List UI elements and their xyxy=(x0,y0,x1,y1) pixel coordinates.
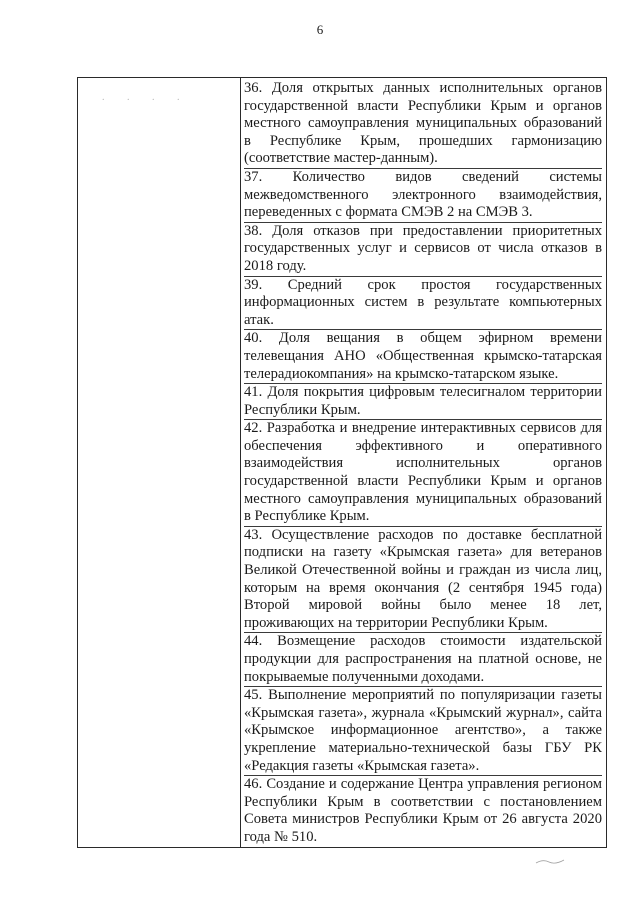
list-item-42: 42. Разработка и внедрение интерактивных сервисов для обеспечения эффективного и оперативного взаимодействия исполнительных органов государственной власти Республики Крым и органов местного самоуправления муниципальных образований в Республике Крым. xyxy=(244,420,602,525)
pen-mark-icon xyxy=(535,857,565,865)
indicators-table xyxy=(77,77,607,848)
list-item-41: 41. Доля покрытия цифровым телесигналом территории Республики Крым. xyxy=(244,384,602,418)
indicators-list xyxy=(241,78,606,847)
indicators-cell xyxy=(241,78,607,848)
list-item-44: 44. Возмещение расходов стоимости издательской продукции для распространения на платной основе, не покрываемые полученными доходами. xyxy=(244,633,602,685)
list-item-38: 38. Доля отказов при предоставлении приоритетных государственных услуг и сервисов от числа отказов в 2018 году. xyxy=(244,222,602,274)
page-number: 6 xyxy=(316,22,324,37)
left-column-cell xyxy=(78,78,241,848)
pen-mark xyxy=(535,857,565,865)
list-item-37: 37. Количество видов сведений системы межведомственного электронного взаимодействия, переведенных с формата СМЭВ 2 на СМЭВ 3. xyxy=(244,168,602,221)
table-row xyxy=(78,78,607,848)
list-item-43: 43. Осуществление расходов по доставке бесплатной подписки на газету «Крымская газета» для ветеранов Великой Отечественной войны и граждан из числа лиц, которым на время окончания (2 сентября 1945 года) Второй мировой войны было менее 18 лет, проживающих на территории Республики Крым. xyxy=(244,526,602,631)
list-item-46: 46. Создание и содержание Центра управления регионом Республики Крым в соответствии с постановлением Совета министров Республики Крым от 26 августа 2020 года № 510. xyxy=(244,776,602,845)
faint-marks: . . . . xyxy=(102,92,190,103)
list-item-40: 40. Доля вещания в общем эфирном времени телевещания АНО «Общественная крымско-татарская телерадиокомпания» на крымско-татарском языке. xyxy=(244,330,602,382)
list-item-39: 39. Средний срок простоя государственных информационных систем в результате компьютерных атак. xyxy=(244,276,602,328)
list-item-36: 36. Доля открытых данных исполнительных органов государственной власти Республики Крым и органов местного самоуправления муниципальных образований в Республике Крым, прошедших гармонизацию (соответствие мастер-данным). xyxy=(244,80,602,167)
list-item-45: 45. Выполнение мероприятий по популяризации газеты «Крымская газета», журнала «Крымский журнал», сайта «Крымское информационное агентство», а также укрепление материально-технической базы ГБУ РК «Редакция газеты «Крымская газета». xyxy=(244,687,602,774)
